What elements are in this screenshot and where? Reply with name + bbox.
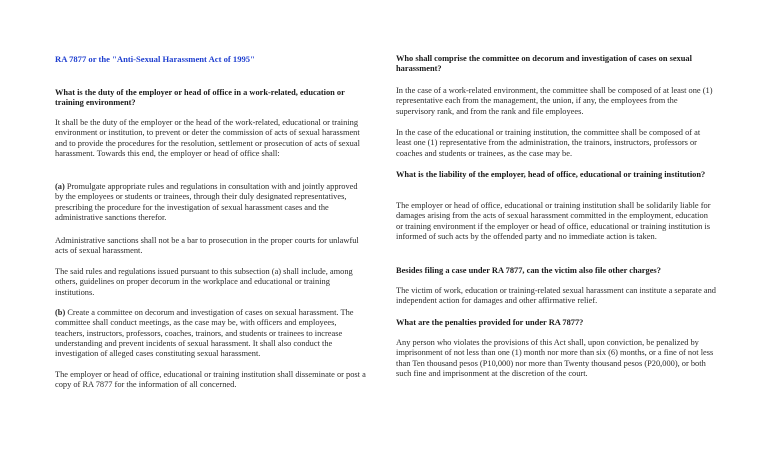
item-a-text: Promulgate appropriate rules and regulations in consultation with and jointly approved by the employees or students or trainees, through their duly designated representatives, prescribing the procedure for the investigation of sexual harassment cases and the administrative sanctions therefor.: [55, 182, 358, 222]
paragraph-employer-duty: It shall be the duty of the employer or the head of the work-related, educational or training environment or institution, to prevent or deter the commission of acts of sexual harassment and to provide the procedures for the resolution, settlement or prosecution of acts of sexual harassment. Towards this end, the employer or head of office shall:: [55, 118, 360, 158]
item-b-text: Create a committee on decorum and investigation of cases on sexual harassment. The committee shall conduct meetings, as the case may be, with officers and employees, teachers, instructors, professors, coaches, trainors, and students or trainees to increase understanding and prevent incidents of sexual harassment. It shall also conduct the investigation of alleged cases constituting sexual harassment.: [55, 308, 354, 359]
item-b-label: (b): [55, 308, 66, 317]
question-other-charges: Besides filing a case under RA 7877, can the victim also file other charges?: [396, 266, 661, 275]
paragraph-rules-regulations: The said rules and regulations issued pursuant to this subsection (a) shall include, among others, guidelines on proper decorum in the workplace and educational or training institutions.: [55, 267, 353, 297]
paragraph-other-charges: The victim of work, education or training-related sexual harassment can institute a separate and independent action for damages and other affirmative relief.: [396, 286, 716, 306]
paragraph-work-committee: In the case of a work-related environment, the committee shall be composed of at least one (1) representative each from the management, the union, if any, the employees from the supervisory rank, and from the rank and file employees.: [396, 86, 713, 116]
paragraph-item-b: [55, 308, 367, 359]
paragraph-item-a: [55, 182, 367, 223]
paragraph-disseminate: The employer or head of office, educational or training institution shall disseminate or post a copy of RA 7877 for the information of all concerned.: [55, 370, 366, 390]
paragraph-liability: The employer or head of office, educational or training institution shall be solidarily liable for damages arising from the acts of sexual harassment committed in the employment, education or training environment if the employer or head of office, educational or training institution is informed of such acts by the offended party and no immediate action is taken.: [396, 201, 711, 241]
question-employer-duty: What is the duty of the employer or head of office in a work-related, education or training environment?: [55, 88, 345, 108]
question-penalties: What are the penalties provided for under RA 7877?: [396, 318, 584, 327]
paragraph-penalties: Any person who violates the provisions of this Act shall, upon conviction, be penalized by imprisonment of not less than one (1) month nor more than six (6) months, or a fine of not less than Ten thousand pesos (P10,000) nor more than Twenty thousand pesos (P20,000), or both such fine and imprisonment at the discretion of the court.: [396, 338, 714, 378]
question-employer-liability: What is the liability of the employer, head of office, educational or training institution?: [396, 170, 706, 179]
paragraph-education-committee: In the case of the educational or training institution, the committee shall be composed of at least one (1) representative from the administration, the trainors, instructors, professors or coaches and students or trainees, as the case may be.: [396, 128, 701, 158]
document-title: RA 7877 or the "Anti-Sexual Harassment Act of 1995": [55, 54, 255, 64]
item-a-label: (a): [55, 182, 65, 191]
paragraph-administrative-sanctions: Administrative sanctions shall not be a bar to prosecution in the proper courts for unlawful acts of sexual harassment.: [55, 236, 359, 256]
question-committee-composition: Who shall comprise the committee on decorum and investigation of cases on sexual harassment?: [396, 54, 692, 74]
